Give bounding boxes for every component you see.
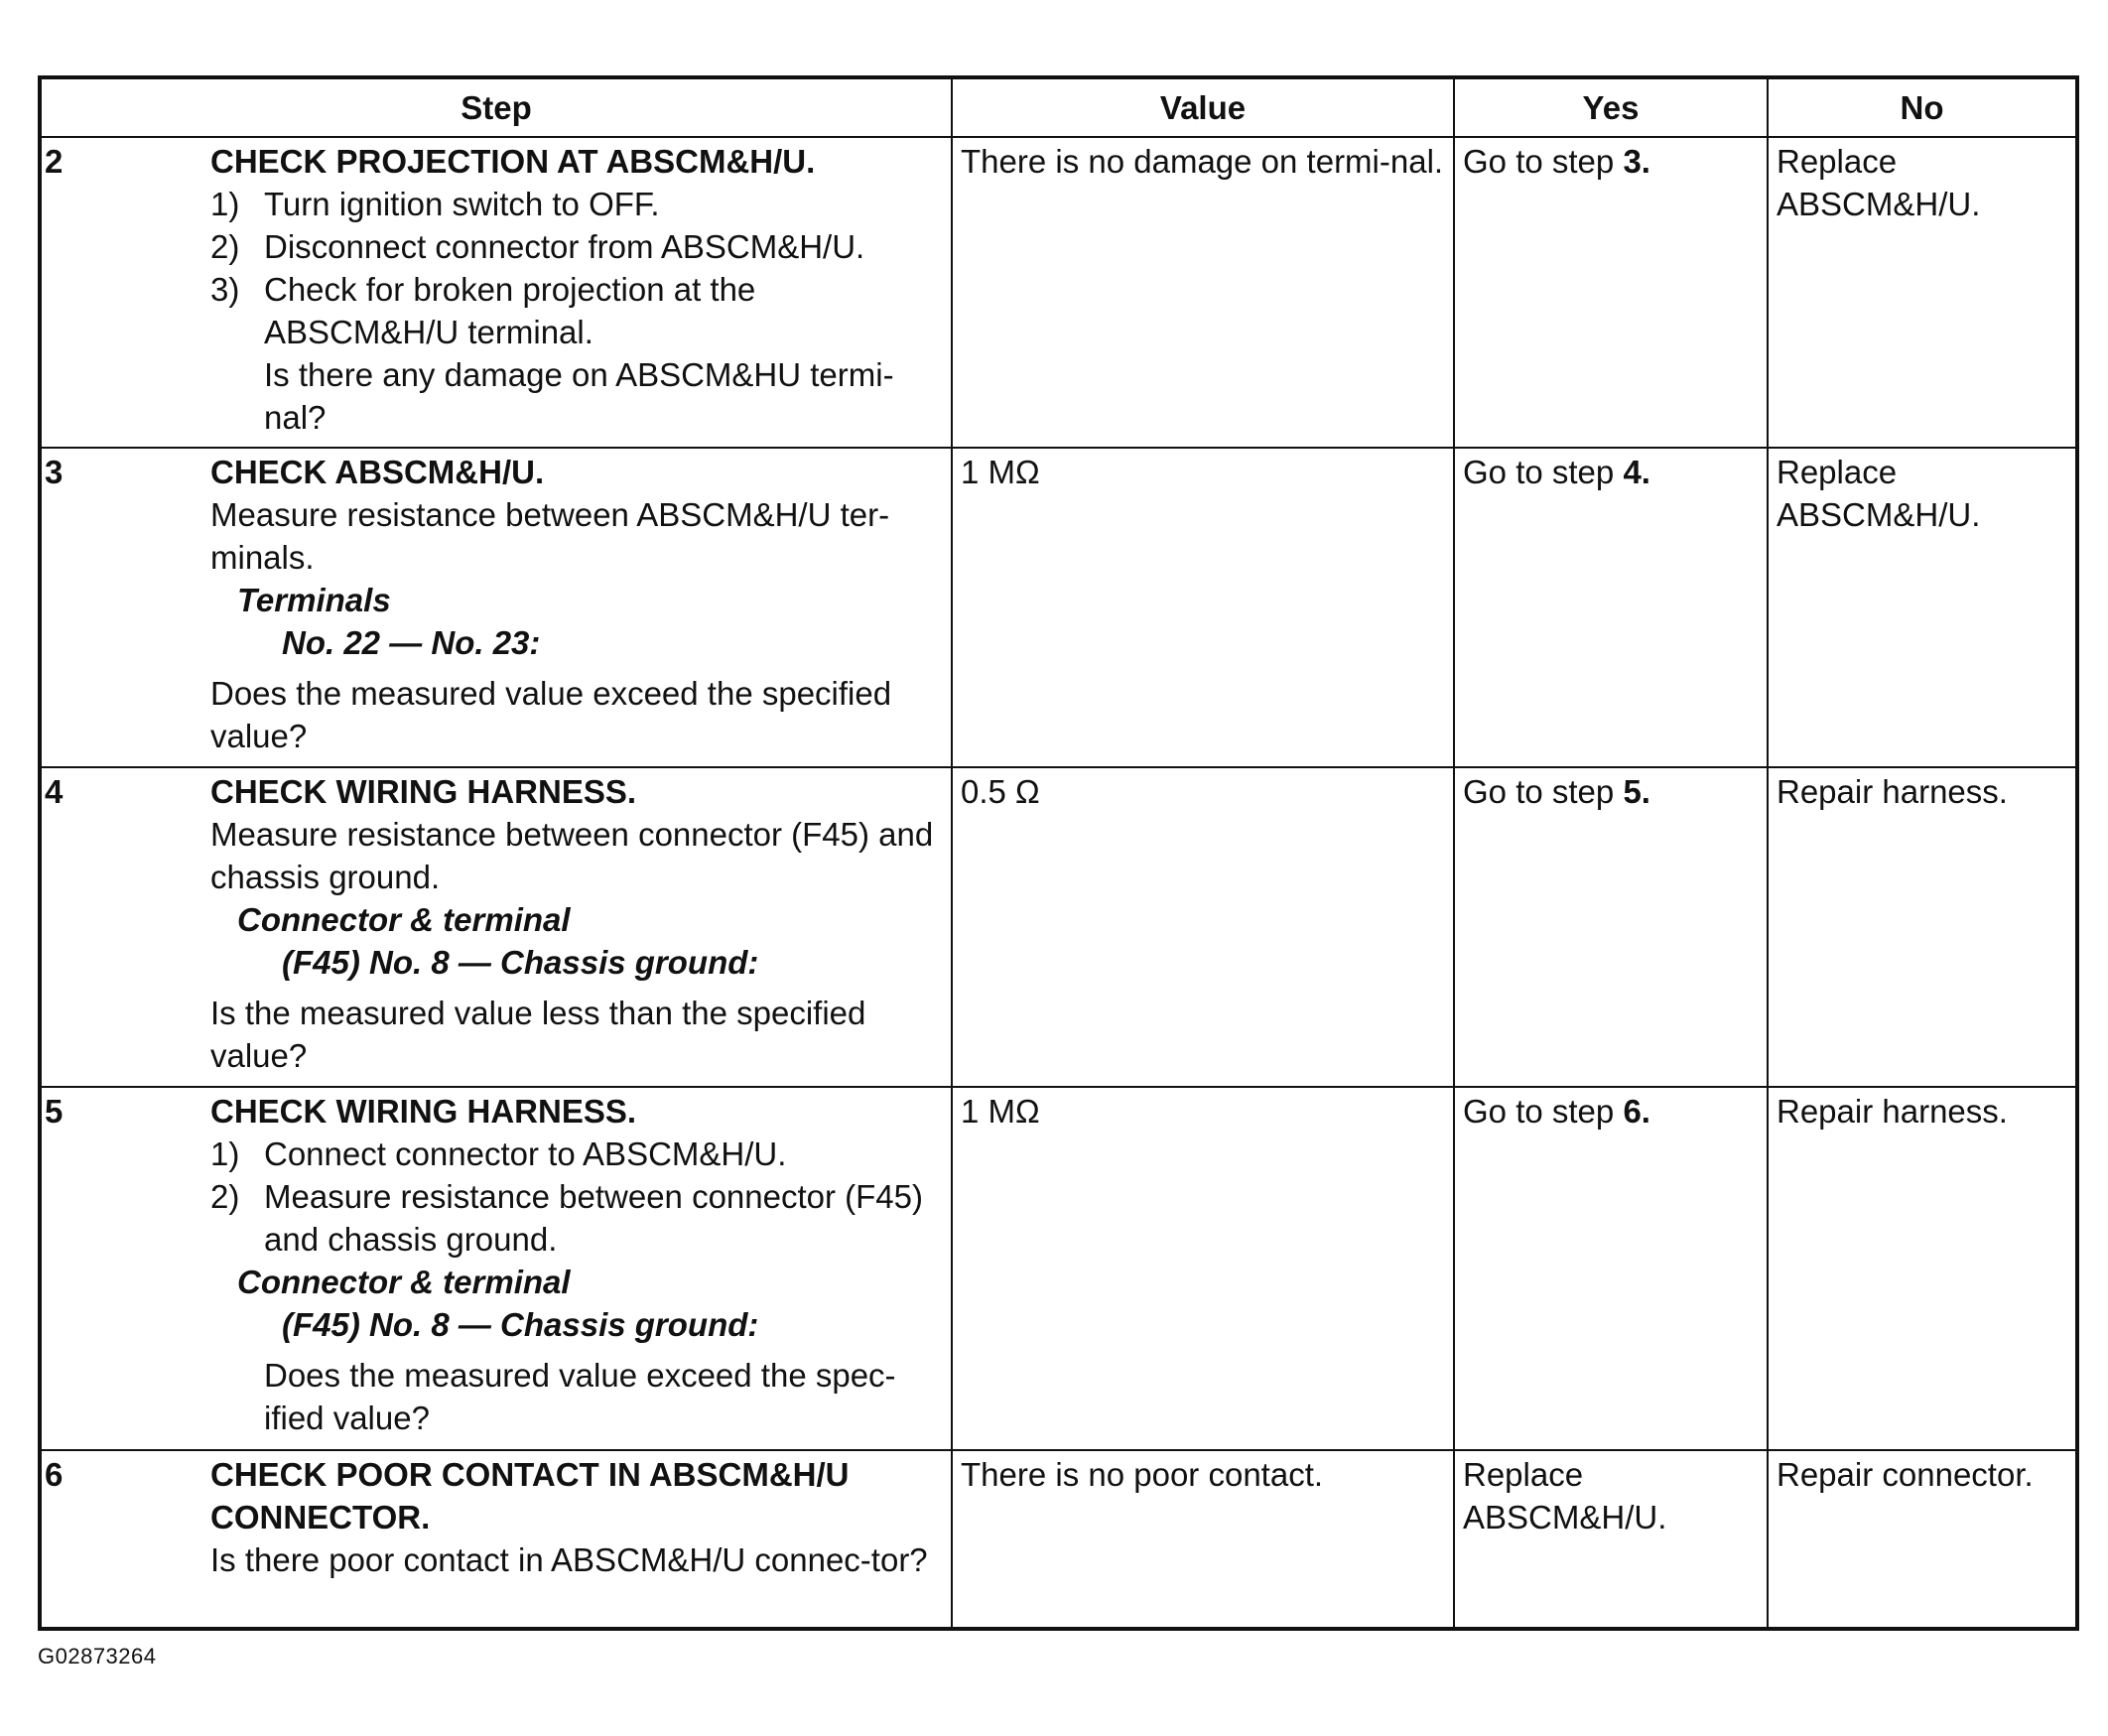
no-cell: Repair harness. [1768, 767, 2077, 1087]
value-cell: There is no damage on termi-nal. [952, 137, 1454, 448]
yes-cell: Go to step 4. [1454, 448, 1768, 767]
value-cell: 0.5 Ω [952, 767, 1454, 1087]
value-cell: 1 MΩ [952, 448, 1454, 767]
step-cell [40, 448, 952, 767]
step-title: CHECK WIRING HARNESS. [210, 1093, 637, 1130]
yes-cell: Go to step 3. [1454, 137, 1768, 448]
list-item: 1) Connect connector to ABSCM&H/U. [210, 1135, 787, 1172]
spec-heading: Connector & terminal [237, 901, 571, 938]
spec-heading: Terminals [237, 582, 391, 618]
value-cell: There is no poor contact. [952, 1450, 1454, 1629]
no-cell: Replace ABSCM&H/U. [1768, 137, 2077, 448]
step-cell [40, 1087, 952, 1450]
spec-heading: Connector & terminal [237, 1264, 571, 1300]
header-step: Step [40, 77, 952, 137]
list-item: 2) Measure resistance between connector (F45) and chassis ground. [210, 1178, 923, 1258]
step-title: CHECK WIRING HARNESS. [210, 773, 637, 810]
yes-cell: Replace ABSCM&H/U. [1454, 1450, 1768, 1629]
table-row [40, 767, 2077, 1087]
step-number: 2 [45, 143, 64, 180]
step-number: 6 [45, 1456, 64, 1493]
step-text: Measure resistance between ABSCM&H/U ter-minals. [210, 496, 890, 576]
step-question: Is there poor contact in ABSCM&H/U connec-tor? [210, 1541, 928, 1578]
table-row [40, 1450, 2077, 1629]
step-cell [40, 1450, 952, 1629]
table-row [40, 448, 2077, 767]
step-number: 3 [45, 454, 64, 490]
step-question: Does the measured value exceed the specified value? [210, 675, 892, 754]
no-cell: Repair harness. [1768, 1087, 2077, 1450]
spec-value: (F45) No. 8 — Chassis ground: [282, 1306, 759, 1343]
step-question: Is there any damage on ABSCM&HU termi-nal? [264, 356, 894, 436]
header-value: Value [952, 77, 1454, 137]
step-number: 4 [45, 773, 64, 810]
step-text: Measure resistance between connector (F45) and chassis ground. [210, 816, 934, 895]
header-row [40, 77, 2077, 137]
yes-cell: Go to step 6. [1454, 1087, 1768, 1450]
step-question: Is the measured value less than the specified value? [210, 995, 866, 1074]
step-cell [40, 137, 952, 448]
table-row [40, 1087, 2077, 1450]
step-title: CHECK ABSCM&H/U. [210, 454, 545, 490]
spec-value: No. 22 — No. 23: [282, 624, 541, 661]
no-cell: Replace ABSCM&H/U. [1768, 448, 2077, 767]
diagnostic-table [38, 75, 2079, 1631]
yes-cell: Go to step 5. [1454, 767, 1768, 1087]
value-cell: 1 MΩ [952, 1087, 1454, 1450]
list-item: 2) Disconnect connector from ABSCM&H/U. [210, 228, 865, 265]
header-no: No [1768, 77, 2077, 137]
header-yes: Yes [1454, 77, 1768, 137]
table-row [40, 137, 2077, 448]
step-number: 5 [45, 1093, 64, 1130]
step-title: CHECK PROJECTION AT ABSCM&H/U. [210, 143, 816, 180]
step-title: CHECK POOR CONTACT IN ABSCM&H/U CONNECTOR. [210, 1456, 850, 1536]
spec-value: (F45) No. 8 — Chassis ground: [282, 944, 759, 981]
step-cell [40, 767, 952, 1087]
document-id: G02873264 [38, 1644, 157, 1669]
no-cell: Repair connector. [1768, 1450, 2077, 1629]
list-item: 3) Check for broken projection at the ABSCM&H/U terminal. [210, 271, 756, 350]
list-item: 1) Turn ignition switch to OFF. [210, 186, 660, 222]
step-question: Does the measured value exceed the spec-ified value? [264, 1357, 896, 1436]
